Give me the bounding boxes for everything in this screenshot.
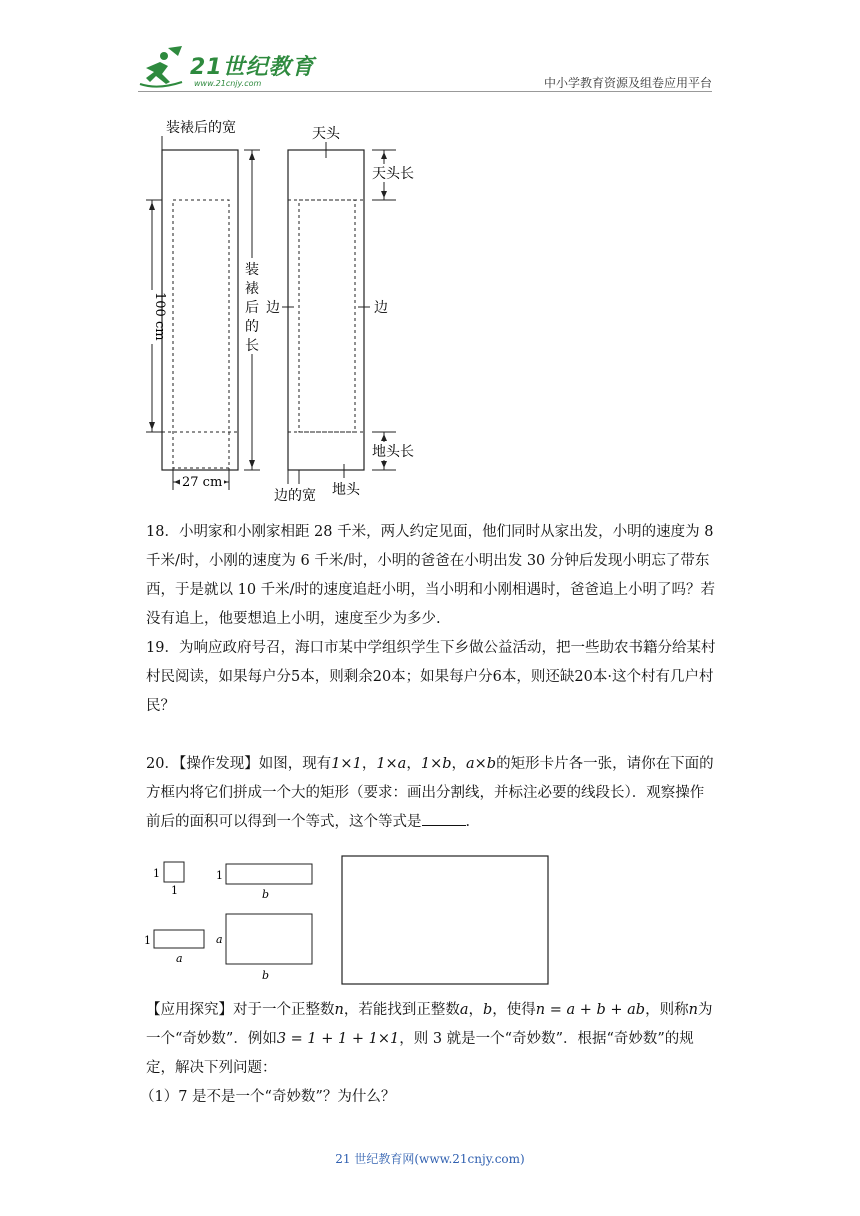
question-19-text: 为响应政府号召，海口市某中学组织学生下乡做公益活动，把一些助农书籍分给某村村民阅读，如果每户分5本，则剩余20本；如果每户分6本，则还缺20本·这个村有几户村民？ xyxy=(146,640,716,714)
card-1xb xyxy=(226,864,312,884)
header-divider xyxy=(138,91,712,92)
logo-url: www.21cnjy.com xyxy=(194,79,262,88)
label-side-right: 边 xyxy=(374,300,388,316)
math-1xb: 1×b xyxy=(420,756,452,772)
question-20-text-b: 的矩形卡片各一张，请你在下面的方框内将它们拼成一个大的矩形（要求：画出分割线，并标注必要的线段长）．观察操作前后的面积可以得到一个等式，这个等式是 xyxy=(146,756,714,830)
card-1xb-left-label: 1 xyxy=(216,869,223,882)
sep: ， xyxy=(361,756,377,772)
question-20-number: 20． xyxy=(146,756,179,772)
label-ditou-length: 地头长 xyxy=(372,444,414,460)
question-20 xyxy=(146,750,716,837)
question-20-application xyxy=(140,996,716,1112)
text-d: 对于一个正整数 xyxy=(233,1002,335,1018)
math-1xa: 1×a xyxy=(376,756,407,772)
scroll-diagram xyxy=(138,112,438,504)
text-f: ，使得 xyxy=(492,1002,536,1018)
cards-figure xyxy=(140,852,560,986)
question-19 xyxy=(146,634,716,721)
card-axb-left-label: a xyxy=(216,933,223,946)
question-18 xyxy=(146,518,716,634)
label-100cm: 100 cm xyxy=(152,292,167,341)
answer-drawing-box[interactable] xyxy=(342,856,548,984)
var-n: n xyxy=(334,1002,344,1018)
question-20-tag: 【操作发现】 xyxy=(178,756,259,772)
text-i: ，则 3 就是一个“奇妙数”．根据“奇妙数”的规定，解决下列问题： xyxy=(146,1031,694,1076)
label-side-width: 边的宽 xyxy=(274,488,316,504)
label-length-5: 长 xyxy=(245,338,259,354)
sep: ， xyxy=(468,1002,483,1018)
label-length-4: 的 xyxy=(245,319,259,335)
text-h: 为一个“奇妙数”．例如 xyxy=(146,1002,713,1047)
answer-blank[interactable] xyxy=(422,811,466,826)
var-n: n xyxy=(688,1002,698,1018)
right-painting-dashed xyxy=(299,200,355,432)
sub-question-1: （1）7 是不是一个“奇妙数”？为什么？ xyxy=(140,1089,396,1105)
sep: ， xyxy=(406,756,421,772)
card-axb-bottom-label: b xyxy=(262,969,270,982)
sep: ， xyxy=(451,756,467,772)
question-19-number: 19． xyxy=(146,640,179,656)
text-e: ，若能找到正整数 xyxy=(343,1002,460,1018)
var-b: b xyxy=(483,1002,493,1018)
question-18-text: 小明家和小刚家相距 28 千米，两人约定见面，他们同时从家出发，小明的速度为 8 千米/时，小刚的速度为 6 千米/时，小明的爸爸在小明出发 30 分钟后发现小明忘了带东西，于是就以 10 千米/时的速度追赶小明，当小明和小刚相遇时，爸爸追上小明了吗？若没有追上，他要想追上小明，速度至少为多少. xyxy=(146,524,716,627)
var-a: a xyxy=(459,1002,469,1018)
logo-text: 21世纪教育 xyxy=(190,55,315,80)
question-18-number: 18． xyxy=(146,524,179,540)
label-27cm: 27 cm xyxy=(182,475,223,490)
card-1xa-left-label: 1 xyxy=(144,934,151,947)
logo xyxy=(138,44,338,92)
card-1xa-bottom-label: a xyxy=(176,952,183,965)
label-mounted-width: 装裱后的宽 xyxy=(166,120,236,136)
label-length-3: 后 xyxy=(245,300,259,316)
label-length-1: 装 xyxy=(245,262,259,278)
card-1x1 xyxy=(164,862,184,882)
platform-title: 中小学教育资源及组卷应用平台 xyxy=(543,76,712,90)
math-1x1: 1×1 xyxy=(331,756,362,772)
question-20-tag2: 【应用探究】 xyxy=(146,1002,233,1018)
equation-definition: n = a + b + ab xyxy=(535,1002,646,1018)
card-1xa xyxy=(154,930,204,948)
card-1xb-bottom-label: b xyxy=(262,888,270,901)
runner-logo-icon xyxy=(138,44,188,90)
page-header xyxy=(138,44,712,92)
label-ditou: 地头 xyxy=(332,482,360,498)
page-footer: 21 世纪教育网(www.21cnjy.com) xyxy=(335,1152,525,1166)
math-axb: a×b xyxy=(466,756,497,772)
card-1x1-left-label: 1 xyxy=(153,867,160,880)
equation-example: 3 = 1 + 1 + 1×1 xyxy=(276,1031,400,1047)
question-20-text-a: 如图，现有 xyxy=(258,756,332,772)
left-painting-dashed xyxy=(173,200,229,468)
label-side-left: 边 xyxy=(266,300,280,316)
card-axb xyxy=(226,914,312,964)
label-tiantou-length: 天头长 xyxy=(372,166,414,182)
text-g: ，则称 xyxy=(645,1002,689,1018)
card-1x1-bottom-label: 1 xyxy=(171,884,178,897)
question-20-text-c: ． xyxy=(465,814,480,830)
label-tiantou: 天头 xyxy=(312,126,340,142)
label-length-2: 裱 xyxy=(245,281,259,297)
